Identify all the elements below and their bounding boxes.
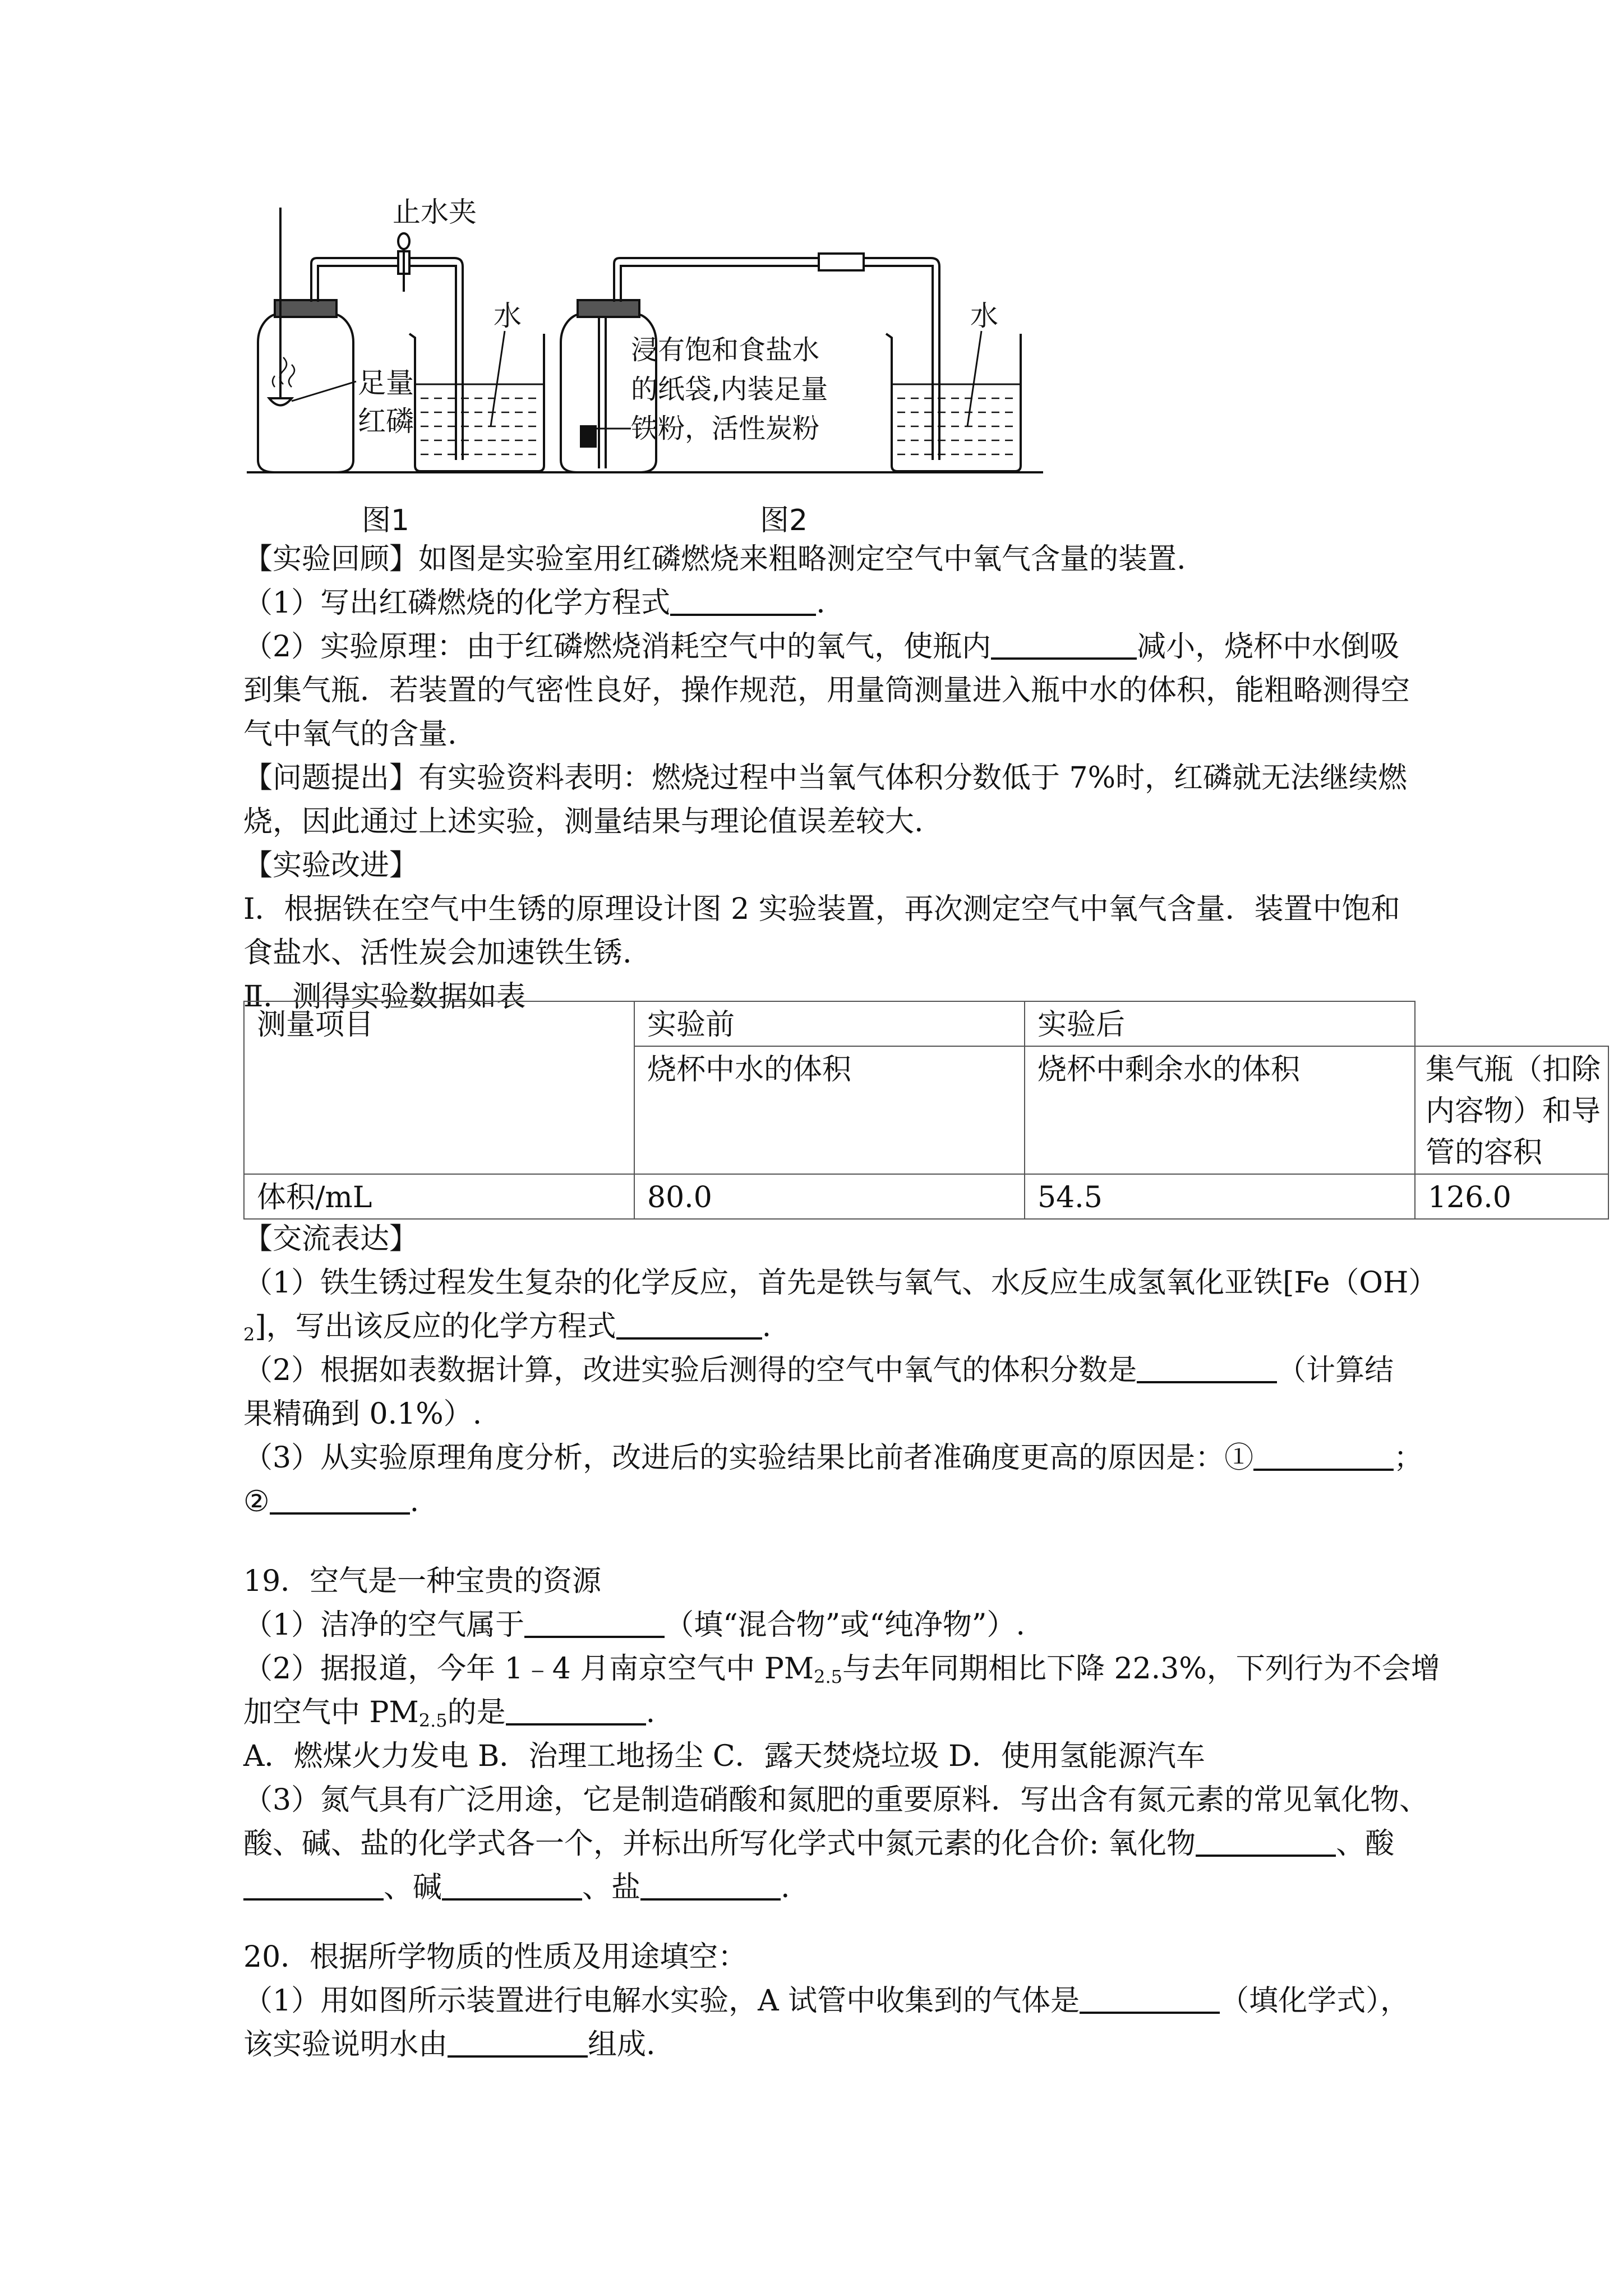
answer-blank[interactable]	[1253, 1438, 1394, 1471]
improvement-i: Ⅰ．根据铁在空气中生锈的原理设计图 2 实验装置，再次测定空气中氧气含量．装置中饱和	[243, 892, 1400, 926]
data-table	[243, 1001, 1609, 1220]
answer-blank[interactable]	[506, 1693, 646, 1726]
exchange-question-1: （1）铁生锈过程发生复杂的化学反应，首先是铁与氧气、水反应生成氢氧化亚铁[Fe（OH）	[243, 1266, 1438, 1300]
fig1-jar	[258, 314, 353, 472]
fig1-beaker	[409, 334, 544, 471]
answer-blank[interactable]	[270, 1482, 410, 1515]
question-19-part-3: （3）氮气具有广泛用途，它是制造硝酸和氮肥的重要原料．写出含有氮元素的常见氧化物、	[243, 1783, 1429, 1817]
question-19-part-3-end: 、碱 、盐 .	[243, 1866, 1612, 1910]
question-1: （1）写出红磷燃烧的化学方程式 .	[243, 581, 1612, 625]
fig2-bag-label-1: 浸有饱和食盐水	[631, 334, 820, 366]
exchange-question-1-continued: $_2$]，写出该反应的化学方程式 .	[243, 1305, 1612, 1349]
exchange-question-3-continued: ② .	[243, 1480, 1612, 1524]
question-19	[243, 1559, 1612, 1910]
fig1-water-label: 水	[494, 300, 522, 332]
answer-blank[interactable]	[243, 1868, 384, 1901]
fig1-caption: 图1	[362, 504, 410, 537]
table-row	[244, 1174, 1608, 1219]
answer-blank[interactable]	[1196, 1824, 1336, 1857]
exchange-question-2: （2）根据如表数据计算，改进实验后测得的空气中氧气的体积分数是 （计算结	[243, 1349, 1612, 1392]
apparatus-figure	[236, 191, 1110, 539]
question-20-part-1-continued: 该实验说明水由 组成.	[243, 2023, 1612, 2067]
answer-blank[interactable]	[640, 1868, 781, 1901]
exchange-heading: 【交流表达】	[243, 1222, 419, 1256]
answer-blank[interactable]	[442, 1868, 582, 1901]
fig1-spoon	[269, 398, 292, 406]
fig1-phosphorus-label-1: 足量	[358, 367, 414, 399]
answer-blank[interactable]	[991, 627, 1137, 660]
question-2-continued: 到集气瓶．若装置的气密性良好，操作规范，用量筒测量进入瓶中水的体积，能粗略测得空	[243, 674, 1410, 707]
question-19-title: 19．空气是一种宝贵的资源	[243, 1565, 602, 1598]
answer-blank[interactable]	[616, 1307, 762, 1340]
question-19-part-2-continued: 加空气中 $PM_{2.5}$的是 .	[243, 1691, 1612, 1734]
question-19-part-2: （2）据报道，今年 1﹣4 月南京空气中 $PM_{2.5}$与去年同期相比下降 22.3%，下列行为不会增	[243, 1652, 1440, 1687]
header-after: 实验后	[1025, 1001, 1415, 1046]
question-20-part-1: （1）用如图所示装置进行电解水实验，A 试管中收集到的气体是 （填化学式），	[243, 1979, 1612, 2023]
exchange-question-2-continued: 果精确到 0.1%）.	[243, 1397, 482, 1431]
fig2-stopper	[578, 300, 639, 317]
value-before: 80.0	[634, 1174, 1025, 1219]
value-after: 54.5	[1025, 1174, 1415, 1219]
improvement-heading: 【实验改进】	[243, 849, 419, 882]
apparatus-diagram	[236, 191, 1110, 539]
intro-section	[243, 537, 1612, 1019]
fig1-phosphorus-label-2: 红磷	[358, 405, 414, 438]
question-2: （2）实验原理：由于红磷燃烧消耗空气中的氧气，使瓶内 减小，烧杯中水倒吸	[243, 625, 1612, 669]
answer-blank[interactable]	[1137, 1351, 1277, 1383]
exchange-section	[243, 1217, 1612, 1524]
question-19-part-3-continued: 酸、碱、盐的化学式各一个，并标出所写化学式中氮元素的化合价: 氧化物 、酸	[243, 1822, 1612, 1866]
improvement-ii: Ⅱ．测得实验数据如表	[243, 980, 526, 1014]
fig2-caption: 图2	[760, 504, 808, 537]
question-19-part-1: （1）洁净的空气属于 （填“混合物”或“纯净物”）.	[243, 1603, 1612, 1647]
row-label: 体积/mL	[244, 1174, 634, 1219]
answer-blank[interactable]	[524, 1605, 665, 1638]
problem-statement-continued: 烧，因此通过上述实验，测量结果与理论值误差较大.	[243, 805, 924, 839]
question-20-title: 20．根据所学物质的性质及用途填空：	[243, 1940, 748, 1974]
header-beaker-water: 烧杯中水的体积	[634, 1046, 1025, 1174]
improvement-i-continued: 食盐水、活性炭会加速铁生锈.	[243, 936, 632, 970]
exchange-question-3: （3）从实验原理角度分析，改进后的实验结果比前者准确度更高的原因是：① ；	[243, 1436, 1612, 1480]
header-item: 测量项目	[244, 1001, 634, 1174]
fig1-clamp-label: 止水夹	[393, 196, 477, 228]
answer-blank[interactable]	[448, 2025, 588, 2058]
answer-blank[interactable]	[670, 583, 816, 616]
problem-statement: 【问题提出】有实验资料表明：燃烧过程中当氧气体积分数低于 7%时，红磷就无法继续燃	[243, 761, 1408, 795]
question-19-options: A．燃煤火力发电 B．治理工地扬尘 C．露天焚烧垃圾 D．使用氢能源汽车	[243, 1740, 1205, 1773]
question-2-end: 气中氧气的含量.	[243, 717, 457, 751]
experiment-review: 【实验回顾】如图是实验室用红磷燃烧来粗略测定空气中氧气含量的装置.	[243, 542, 1186, 576]
answer-blank[interactable]	[1080, 1981, 1220, 2014]
header-before: 实验前	[634, 1001, 1025, 1046]
fig2-bag	[581, 426, 596, 447]
fig2-bag-label-2: 的纸袋,内装足量	[631, 374, 828, 405]
header-bottle-volume: 集气瓶（扣除 内容物）和导 管的容积	[1415, 1046, 1608, 1174]
fig2-bag-label-3: 铁粉，活性炭粉	[631, 413, 820, 444]
question-20	[243, 1935, 1612, 2067]
header-remaining-water: 烧杯中剩余水的体积	[1025, 1046, 1415, 1174]
fig2-water-label: 水	[970, 300, 998, 332]
fig1-stopper	[275, 300, 336, 317]
value-bottle: 126.0	[1415, 1174, 1608, 1219]
fig2-beaker	[886, 334, 1021, 471]
